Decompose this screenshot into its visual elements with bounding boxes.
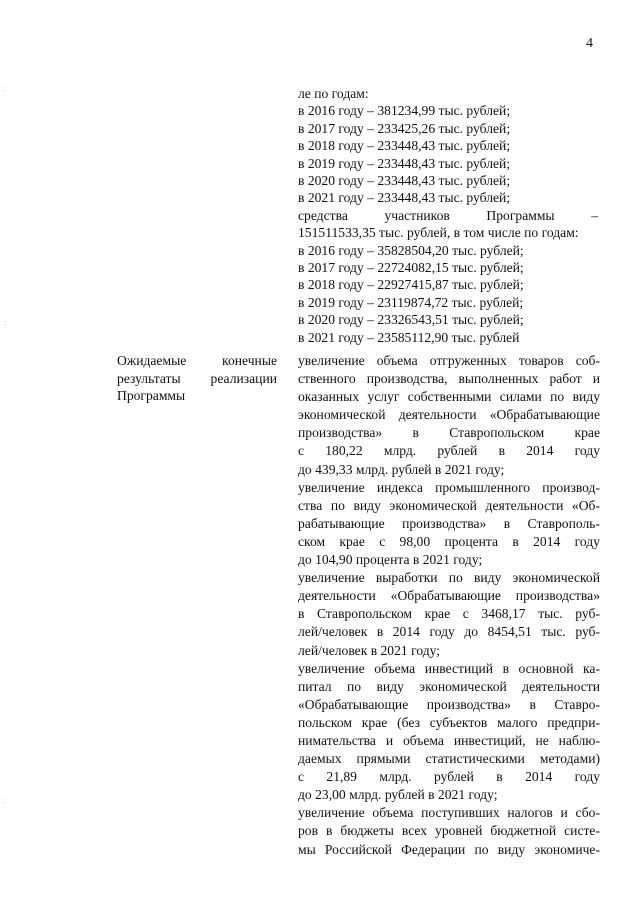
- funding-line: в 2019 году – 233448,43 тыс. рублей;: [298, 155, 511, 171]
- page-number: 4: [586, 36, 593, 51]
- results-line: мы Российской Федерации по виду экономиче-: [298, 841, 600, 857]
- funding-line: в 2017 году – 22724082,15 тыс. рублей;: [298, 260, 524, 276]
- funding-line: в 2020 году – 23326543,51 тыс. рублей;: [298, 312, 524, 328]
- funding-line: в 2016 году – 381234,99 тыс. рублей;: [298, 103, 511, 119]
- results-line: нимательства и объема инвестиций, не наблю-: [298, 732, 600, 748]
- results-line: ров в бюджеты всех уровней бюджетной систе-: [298, 823, 600, 839]
- results-line: ском крае с 98,00 процента в 2014 году: [298, 533, 600, 549]
- results-line: увеличение индекса промышленного производ-: [298, 479, 600, 495]
- results-line: с 21,89 млрд. рублей в 2014 году: [298, 769, 600, 785]
- results-line: рабатывающие производства» в Ставрополь-: [298, 515, 600, 531]
- funding-line: в 2019 году – 23119874,72 тыс. рублей;: [298, 294, 524, 310]
- results-line: в Ставропольском крае с 3468,17 тыс. руб-: [298, 606, 600, 622]
- results-line: ственного производства, выполненных работ и: [298, 371, 600, 387]
- funding-line: в 2018 году – 233448,43 тыс. рублей;: [298, 138, 511, 154]
- results-label-line: Ожидаемые конечные: [117, 353, 277, 368]
- funding-line: в 2020 году – 233448,43 тыс. рублей;: [298, 173, 511, 189]
- results-label-line: Программы: [117, 388, 186, 404]
- results-line: до 23,00 млрд. рублей в 2021 году;: [298, 787, 498, 803]
- scan-margin-mark: :: [4, 796, 7, 805]
- results-line: увеличение объема поступивших налогов и сбо-: [298, 805, 600, 821]
- results-line: производства» в Ставропольском крае: [298, 425, 600, 441]
- results-line: ства по виду экономической деятельности «Об-: [298, 497, 600, 513]
- results-text-block: [298, 352, 600, 859]
- funding-line: 151511533,35 тыс. рублей, в том числе по годам:: [298, 225, 579, 241]
- results-line: экономической деятельности «Обрабатывающие: [298, 407, 600, 423]
- results-line: увеличение выработки по виду экономической: [298, 570, 600, 586]
- results-line: до 104,90 процента в 2021 году;: [298, 552, 483, 568]
- results-line: увеличение объема инвестиций в основной ка-: [298, 660, 600, 676]
- funding-line: в 2021 году – 23585112,90 тыс. рублей: [298, 329, 520, 345]
- results-label: [117, 352, 277, 405]
- results-line: польском крае (без субъектов малого предпри-: [298, 714, 600, 730]
- results-label-line: результаты реализации: [117, 370, 277, 386]
- results-line: даемых прямыми статистическими методами): [298, 751, 600, 767]
- results-line: увеличение объема отгруженных товаров соб-: [298, 353, 600, 368]
- results-line: лей/человек в 2021 году;: [298, 642, 441, 658]
- funding-line: в 2017 году – 233425,26 тыс. рублей;: [298, 120, 511, 136]
- results-line: с 180,22 млрд. рублей в 2014 году: [298, 443, 600, 459]
- funding-text-block: [298, 85, 598, 346]
- results-line: «Обрабатывающие производства» в Ставро-: [298, 696, 600, 712]
- results-line: питал по виду экономической деятельности: [298, 678, 600, 694]
- funding-line: в 2018 году – 22927415,87 тыс. рублей;: [298, 277, 524, 293]
- scan-margin-mark: :: [4, 84, 7, 93]
- funding-line: ле по годам:: [298, 86, 369, 101]
- results-line: деятельности «Обрабатывающие производства»: [298, 588, 600, 604]
- results-line: до 439,33 млрд. рублей в 2021 году;: [298, 461, 505, 477]
- scan-margin-mark: :: [4, 318, 7, 327]
- funding-line: в 2016 году – 35828504,20 тыс. рублей;: [298, 242, 524, 258]
- funding-line: средства участников Программы –: [298, 207, 598, 223]
- results-line: лей/человек в 2014 году до 8454,51 тыс. руб-: [298, 624, 600, 640]
- results-line: оказанных услуг собственными силами по виду: [298, 389, 600, 405]
- funding-line: в 2021 году – 233448,43 тыс. рублей;: [298, 190, 511, 206]
